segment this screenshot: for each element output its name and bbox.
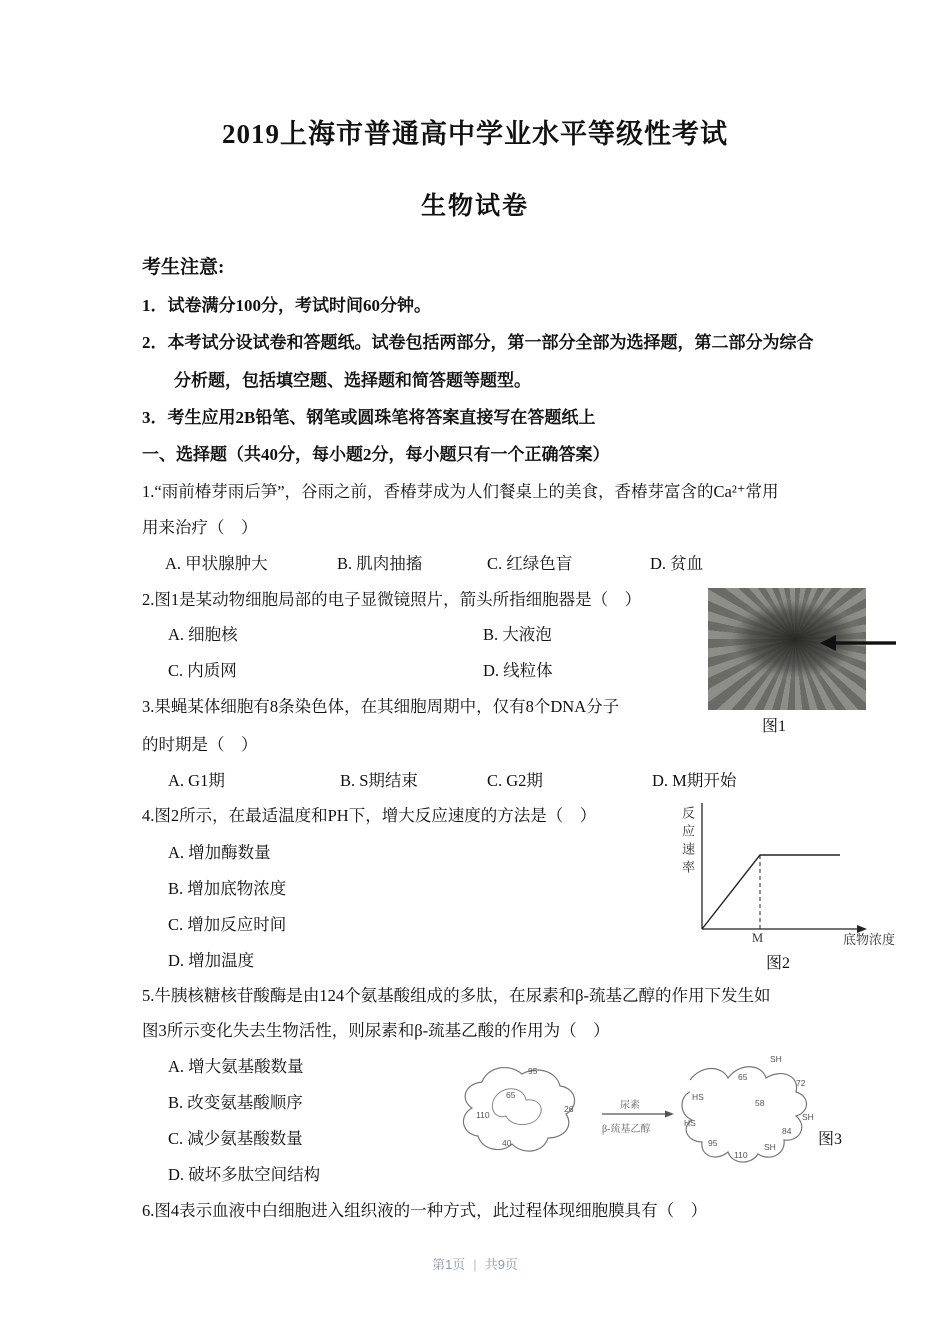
question-5-line-2: 图3所示变化失去生物活性，则尿素和β-巯基乙酸的作用为（ ）	[142, 1021, 610, 1040]
question-4-option-c: C. 增加反应时间	[168, 915, 287, 934]
question-3-option-c: C. G2期	[487, 771, 543, 790]
question-4-option-a: A. 增加酶数量	[168, 843, 271, 862]
question-1-option-d: D. 贫血	[650, 554, 704, 573]
notice-header: 考生注意:	[142, 257, 225, 278]
question-1-line-2: 用来治疗（ ）	[142, 518, 258, 537]
question-5-option-c: C. 减少氨基酸数量	[168, 1129, 303, 1148]
fig3-folded-protein-inner-loop	[492, 1089, 541, 1125]
footer-separator: |	[473, 1257, 477, 1272]
fig3-right-mark: 95	[708, 1138, 718, 1148]
figure-2-caption: 图2	[766, 955, 791, 972]
question-3-option-b: B. S期结束	[340, 771, 418, 790]
fig3-right-mark: SH	[764, 1142, 776, 1152]
page-subtitle: 生物试卷	[420, 193, 529, 220]
question-3-line-2: 的时期是（ ）	[142, 735, 258, 754]
question-5-line-1: 5.牛胰核糖核苷酸酶是由124个氨基酸组成的多肽，在尿素和β-巯基乙醇的作用下发生如	[142, 986, 771, 1005]
figure-3-caption: 图3	[818, 1131, 843, 1148]
question-1-option-c: C. 红绿色盲	[487, 554, 573, 573]
figure-1-pointer-arrow-icon	[818, 632, 898, 654]
fig3-right-mark: HS	[692, 1092, 704, 1102]
page-title: 2019上海市普通高中学业水平等级性考试	[222, 119, 728, 149]
question-4-text: 4.图2所示，在最适温度和PH下，增大反应速度的方法是（ ）	[142, 806, 597, 825]
question-4-option-b: B. 增加底物浓度	[168, 879, 287, 898]
notice-item-2-line-2: 分析题，包括填空题、选择题和简答题等题型。	[174, 371, 531, 390]
notice-item-1: 1．试卷满分100分，考试时间60分钟。	[142, 296, 431, 315]
fig3-left-mark: 26	[564, 1104, 574, 1114]
fig3-left-mark: 40	[502, 1138, 512, 1148]
question-5-option-a: A. 增大氨基酸数量	[168, 1057, 304, 1076]
fig3-left-mark: 95	[528, 1066, 538, 1076]
page-footer	[0, 1254, 950, 1273]
question-1-line-1: 1.“雨前椿芽雨后笋”，谷雨之前，香椿芽成为人们餐桌上的美食，香椿芽富含的Ca²⁺常用	[142, 482, 779, 501]
question-3-option-d: D. M期开始	[652, 771, 737, 790]
question-5-option-b: B. 改变氨基酸顺序	[168, 1093, 303, 1112]
footer-page-number: 第1页	[432, 1257, 466, 1272]
notice-item-2-line-1: 2．本考试分设试卷和答题纸。试卷包括两部分，第一部分全部为选择题，第二部分为综合	[142, 333, 814, 352]
question-2-option-a: A. 细胞核	[168, 625, 238, 644]
fig3-right-mark: 58	[755, 1098, 765, 1108]
fig3-right-mark: SH	[770, 1054, 782, 1064]
fig3-right-mark: 84	[782, 1126, 792, 1136]
figure-2-x-axis-label: 底物浓度	[843, 932, 896, 947]
figure-2-y-axis-label: 反应速率	[680, 806, 695, 878]
question-5-option-d: D. 破坏多肽空间结构	[168, 1165, 321, 1184]
fig3-right-mark: 72	[796, 1078, 806, 1088]
question-2-option-d: D. 线粒体	[483, 661, 553, 680]
section-header: 一、选择题（共40分，每小题2分，每小题只有一个正确答案）	[142, 445, 610, 464]
fig3-left-mark: 65	[506, 1090, 516, 1100]
fig2-curve	[702, 855, 840, 929]
figure-2-x-mark-m: M	[752, 931, 764, 945]
figure-3-arrow-label-mercaptoethanol: β-巯基乙醇	[602, 1124, 651, 1135]
fig3-left-mark: 110	[476, 1110, 490, 1120]
question-3-option-a: A. G1期	[168, 771, 225, 790]
figure-3-drawing	[452, 1054, 822, 1176]
question-2-text: 2.图1是某动物细胞局部的电子显微镜照片，箭头所指细胞器是（ ）	[142, 590, 642, 609]
fig3-right-mark: 65	[738, 1072, 748, 1082]
question-1-option-a: A. 甲状腺肿大	[165, 554, 268, 573]
question-1-option-b: B. 肌肉抽搐	[337, 554, 423, 573]
fig3-reaction-arrow-head	[665, 1111, 674, 1118]
fig3-right-mark: HS	[684, 1118, 696, 1128]
fig3-right-mark: SH	[802, 1112, 814, 1122]
question-4-option-d: D. 增加温度	[168, 951, 255, 970]
question-2-option-b: B. 大液泡	[483, 625, 552, 644]
question-3-line-1: 3.果蝇某体细胞有8条染色体，在其细胞周期中，仅有8个DNA分子	[142, 697, 620, 716]
figure-3-protein-denaturation-diagram	[452, 1054, 822, 1176]
notice-item-3: 3．考生应用2B铅笔、钢笔或圆珠笔将答案直接写在答题纸上	[142, 408, 596, 427]
fig3-right-mark: 110	[734, 1150, 748, 1160]
figure-1-caption: 图1	[762, 718, 787, 735]
question-6-text: 6.图4表示血液中白细胞进入组织液的一种方式，此过程体现细胞膜具有（ ）	[142, 1201, 708, 1220]
footer-total-pages: 共9页	[484, 1257, 518, 1272]
figure-3-arrow-label-urea: 尿素	[620, 1100, 640, 1111]
figure-2-rate-graph	[672, 797, 917, 947]
question-2-option-c: C. 内质网	[168, 661, 237, 680]
